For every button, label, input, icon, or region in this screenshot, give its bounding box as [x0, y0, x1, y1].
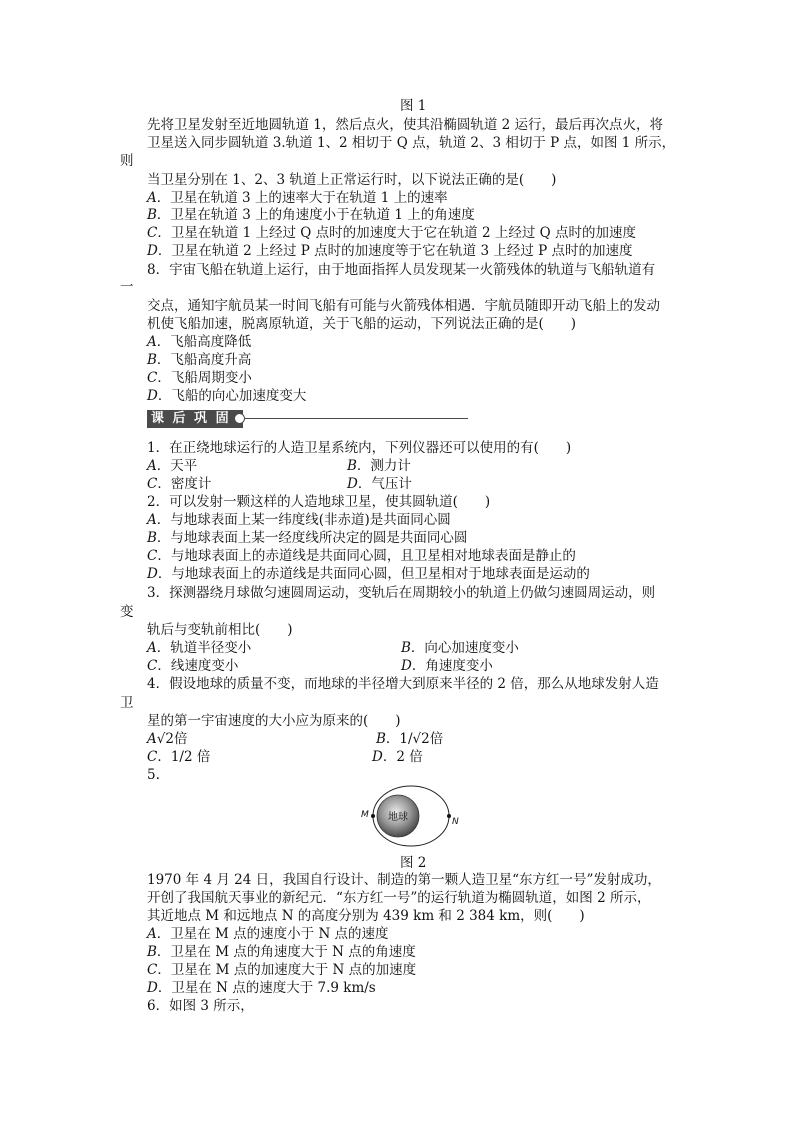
option-text: ．向心加速度变小 — [410, 640, 519, 656]
point-n-label: N — [452, 817, 459, 827]
p3-stem-line-1: 3．探测器绕月球做匀速圆周运动，变轨后在周期较小的轨道上仍做匀速圆周运动，则 — [147, 585, 656, 601]
option-text: ．与地球表面上某一经度线所决定的圆是共面同心圆 — [156, 530, 468, 546]
option-text: ．轨道半径变小 — [156, 640, 252, 656]
option-label: A — [147, 731, 157, 747]
q7-stem-line-3: 当卫星分别在 1、2、3 轨道上正常运行时，以下说法正确的是( ) — [147, 172, 557, 188]
option-text: ．线速度变小 — [157, 658, 239, 674]
p4-stem-line-2: 星的第一宇宙速度的大小应为原来的( ) — [147, 713, 401, 729]
p4-stem-line-1: 4．假设地球的质量不变，而地球的半径增大到原来半径的 2 倍，那么从地球发射人造 — [147, 676, 659, 692]
p5-option-c — [147, 961, 416, 979]
option-label: A — [147, 640, 157, 656]
option-label: B — [147, 530, 157, 546]
p3-option-b — [401, 639, 519, 657]
p4-option-c — [147, 748, 210, 766]
option-text: ．与地球表面上的赤道线是共面同心圆，但卫星相对于地球表面是运动的 — [157, 566, 590, 582]
q8-option-d — [147, 387, 306, 405]
option-text: ．与地球表面上某一纬度线(非赤道)是共面同心圆 — [156, 512, 451, 528]
option-text: ．飞船的向心加速度变大 — [157, 388, 307, 404]
option-text: ．飞船周期变小 — [157, 370, 252, 386]
p1-option-d — [347, 475, 412, 493]
orbit-figure — [355, 780, 465, 856]
p1-option-c — [147, 475, 211, 493]
option-label: A — [147, 926, 157, 942]
p2-option-b — [147, 529, 467, 547]
option-label: C — [147, 962, 158, 978]
p3-stem-break: 变 — [120, 604, 134, 620]
section-title-banner: 课 后 巩 固 练 — [147, 410, 243, 428]
option-label: D — [347, 476, 358, 492]
p3-option-a — [147, 639, 251, 657]
option-text: ．角速度变小 — [411, 658, 493, 674]
option-label: A — [147, 190, 157, 206]
option-label: C — [147, 370, 158, 386]
option-label: D — [147, 980, 158, 996]
option-label: B — [376, 731, 386, 747]
option-label: D — [372, 749, 383, 765]
option-label: B — [401, 640, 411, 656]
point-n-marker — [447, 814, 451, 818]
p2-option-a — [147, 511, 451, 529]
q7-option-b — [147, 206, 475, 224]
p5-stem-line-1: 1970 年 4 月 24 日，我国自行设计、制造的第一颗人造卫星“东方红一号”发射成功， — [147, 872, 661, 888]
option-text: ．与地球表面上的赤道线是共面同心圆，且卫星相对地球表面是静止的 — [157, 548, 576, 564]
q8-option-c — [147, 369, 252, 387]
p5-stem-line-3: 其近地点 M 和远地点 N 的高度分别为 439 km 和 2 384 km，则( ) — [147, 908, 585, 924]
p2-option-d — [147, 565, 590, 583]
q7-stem-line-2: 卫星送入同步圆轨道 3.轨道 1、2 相切于 Q 点，轨道 2、3 相切于 P 点，如图 1 所示， — [147, 135, 676, 151]
option-label: C — [147, 548, 158, 564]
p5-option-a — [147, 925, 389, 943]
option-label: C — [147, 749, 158, 765]
option-label: D — [147, 566, 158, 582]
option-label: D — [401, 658, 412, 674]
point-m-marker — [371, 814, 375, 818]
q8-stem-line-3: 机使飞船加速，脱离原轨道，关于飞船的运动，下列说法正确的是( ) — [147, 316, 577, 332]
p5-number: 5. — [147, 767, 160, 783]
section-bullet-icon — [234, 413, 245, 424]
option-text: ．卫星在轨道 2 上经过 P 点时的加速度等于它在轨道 3 上经过 P 点时的加速度 — [157, 243, 633, 259]
option-text: ．卫星在轨道 3 上的角速度小于在轨道 1 上的角速度 — [156, 207, 475, 223]
option-label: C — [147, 658, 158, 674]
p6-stem: 6．如图 3 所示， — [147, 998, 254, 1014]
option-text: ．天平 — [156, 458, 198, 474]
option-text: √2倍 — [156, 731, 188, 747]
option-text: ．气压计 — [357, 476, 412, 492]
q8-option-a — [147, 333, 251, 351]
option-label: A — [147, 458, 157, 474]
option-text: ．卫星在 M 点的速度小于 N 点的速度 — [156, 926, 389, 942]
p4-option-d — [372, 748, 423, 766]
option-text: ．飞船高度降低 — [156, 334, 252, 350]
earth-label: 地球 — [388, 812, 408, 823]
option-label: B — [347, 458, 357, 474]
option-text: ．1/2 倍 — [157, 749, 211, 765]
q8-stem-line-2: 交点，通知宇航员某一时间飞船有可能与火箭残体相遇．宇航员随即开动飞船上的发动 — [147, 298, 660, 314]
option-text: ．2 倍 — [382, 749, 423, 765]
option-label: D — [147, 243, 158, 259]
option-label: B — [147, 944, 157, 960]
q8-stem-line-1: 8．宇宙飞船在轨道上运行，由于地面指挥人员发现某一火箭残体的轨道与飞船轨道有 — [147, 262, 656, 278]
option-label: C — [147, 476, 158, 492]
point-m-label: M — [361, 810, 369, 820]
p2-stem: 2．可以发射一颗这样的人造地球卫星，使其圆轨道( ) — [147, 494, 491, 510]
p4-option-b — [376, 730, 443, 748]
option-text: ．测力计 — [356, 458, 411, 474]
option-label: A — [147, 512, 157, 528]
p2-option-c — [147, 547, 576, 565]
option-text: ．1/√2倍 — [385, 731, 444, 747]
figure-2-caption: 图 2 — [400, 855, 427, 871]
option-text: ．卫星在 M 点的加速度大于 N 点的加速度 — [157, 962, 417, 978]
p1-option-a — [147, 457, 197, 475]
option-text: ．密度计 — [157, 476, 212, 492]
option-label: B — [147, 207, 157, 223]
option-text: ．卫星在 M 点的角速度大于 N 点的角速度 — [156, 944, 416, 960]
figure-1-caption: 图 1 — [400, 98, 427, 114]
section-divider — [243, 418, 468, 419]
p3-stem-line-2: 轨后与变轨前相比( ) — [147, 622, 293, 638]
p5-option-d — [147, 979, 376, 997]
option-label: A — [147, 334, 157, 350]
p4-stem-break: 卫 — [120, 695, 134, 711]
p1-stem: 1．在正绕地球运行的人造卫星系统内，下列仪器还可以使用的有( ) — [147, 440, 572, 456]
p3-option-d — [401, 657, 493, 675]
p1-option-b — [347, 457, 411, 475]
q8-option-b — [147, 351, 251, 369]
p4-option-a — [147, 730, 187, 748]
q7-stem-break: 则 — [120, 153, 134, 169]
p5-option-b — [147, 943, 416, 961]
p3-option-c — [147, 657, 238, 675]
option-text: ．卫星在轨道 1 上经过 Q 点时的加速度大于它在轨道 2 上经过 Q 点时的加速度 — [157, 225, 636, 241]
option-label: D — [147, 388, 158, 404]
q7-option-a — [147, 189, 448, 207]
option-text: ．飞船高度升高 — [156, 352, 252, 368]
q7-stem-line-1: 先将卫星发射至近地圆轨道 1，然后点火，使其沿椭圆轨道 2 运行，最后再次点火，将 — [147, 117, 664, 133]
option-label: C — [147, 225, 158, 241]
option-text: ．卫星在 N 点的速度大于 7.9 km/s — [157, 980, 376, 996]
p5-stem-line-2: 开创了我国航天事业的新纪元．“东方红一号”的运行轨道为椭圆轨道，如图 2 所示， — [147, 890, 651, 906]
option-text: ．卫星在轨道 3 上的速率大于在轨道 1 上的速率 — [156, 190, 448, 206]
q7-option-d — [147, 242, 633, 260]
q8-stem-break: 一 — [120, 279, 134, 295]
q7-option-c — [147, 224, 636, 242]
option-label: B — [147, 352, 157, 368]
